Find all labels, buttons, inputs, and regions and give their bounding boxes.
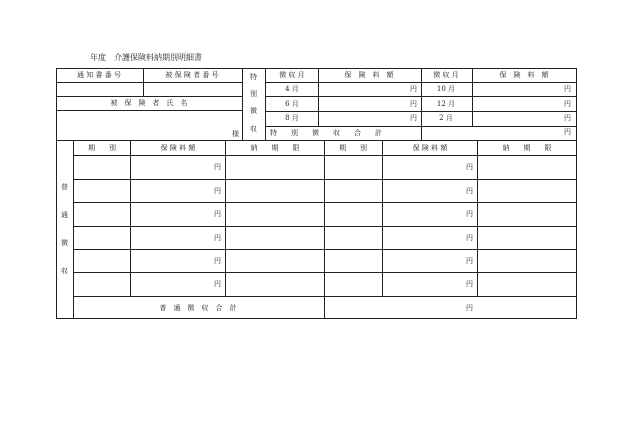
special-collection-total: 特 別 徴 収 合 計	[270, 129, 382, 137]
normal-label-3: 徴	[61, 239, 68, 247]
yen-unit: 円	[214, 187, 221, 195]
normal-label-4: 収	[61, 267, 68, 275]
premium-header-right: 保 険 料 額	[412, 144, 448, 152]
honorific-sama: 様	[232, 130, 239, 138]
yen-unit: 円	[466, 304, 473, 312]
collection-month-header-right: 徴 収 月	[433, 71, 459, 79]
period-header-right: 期 別	[339, 144, 367, 152]
yen-unit: 円	[466, 234, 473, 242]
normal-label-1: 普	[61, 183, 68, 191]
yen-unit: 円	[410, 100, 417, 108]
insured-name-header: 被 保 険 者 氏 名	[110, 99, 188, 107]
yen-unit: 円	[466, 163, 473, 171]
special-label-3: 徴	[250, 107, 257, 115]
month-october: 10 月	[436, 85, 456, 93]
premium-header-left: 保 険 料 額	[344, 71, 394, 79]
notice-number-header: 通 知 書 番 号	[77, 71, 121, 79]
yen-unit: 円	[214, 280, 221, 288]
yen-unit: 円	[466, 280, 473, 288]
yen-unit: 円	[410, 85, 417, 93]
yen-unit: 円	[214, 163, 221, 171]
period-header-left: 期 別	[88, 144, 116, 152]
special-label-4: 収	[250, 125, 257, 133]
month-june: 6 月	[285, 100, 299, 108]
yen-unit: 円	[410, 114, 417, 122]
month-april: 4 月	[285, 85, 299, 93]
yen-unit: 円	[564, 114, 571, 122]
premium-header-right: 保 険 料 額	[499, 71, 549, 79]
normal-label-2: 通	[61, 211, 68, 219]
month-december: 12 月	[436, 100, 456, 108]
yen-unit: 円	[466, 210, 473, 218]
due-date-header-left: 納 期 限	[250, 144, 300, 152]
special-label-2: 別	[250, 90, 257, 98]
collection-month-header-left: 徴 収 月	[279, 71, 305, 79]
premium-header-left: 保 険 料 額	[160, 144, 196, 152]
yen-unit: 円	[214, 234, 221, 242]
month-august: 8 月	[285, 114, 299, 122]
yen-unit: 円	[466, 257, 473, 265]
form-title: 年度 介護保険料納期別明細書	[90, 53, 202, 62]
yen-unit: 円	[564, 85, 571, 93]
insured-number-header: 被 保 険 者 番 号	[165, 71, 219, 79]
month-february: 2 月	[439, 114, 453, 122]
yen-unit: 円	[214, 257, 221, 265]
yen-unit: 円	[214, 210, 221, 218]
yen-unit: 円	[564, 100, 571, 108]
special-label-1: 特	[250, 73, 257, 81]
due-date-header-right: 納 期 限	[502, 144, 552, 152]
normal-collection-total: 普 通 徴 収 合 計	[159, 304, 237, 312]
yen-unit: 円	[564, 128, 571, 136]
yen-unit: 円	[466, 187, 473, 195]
